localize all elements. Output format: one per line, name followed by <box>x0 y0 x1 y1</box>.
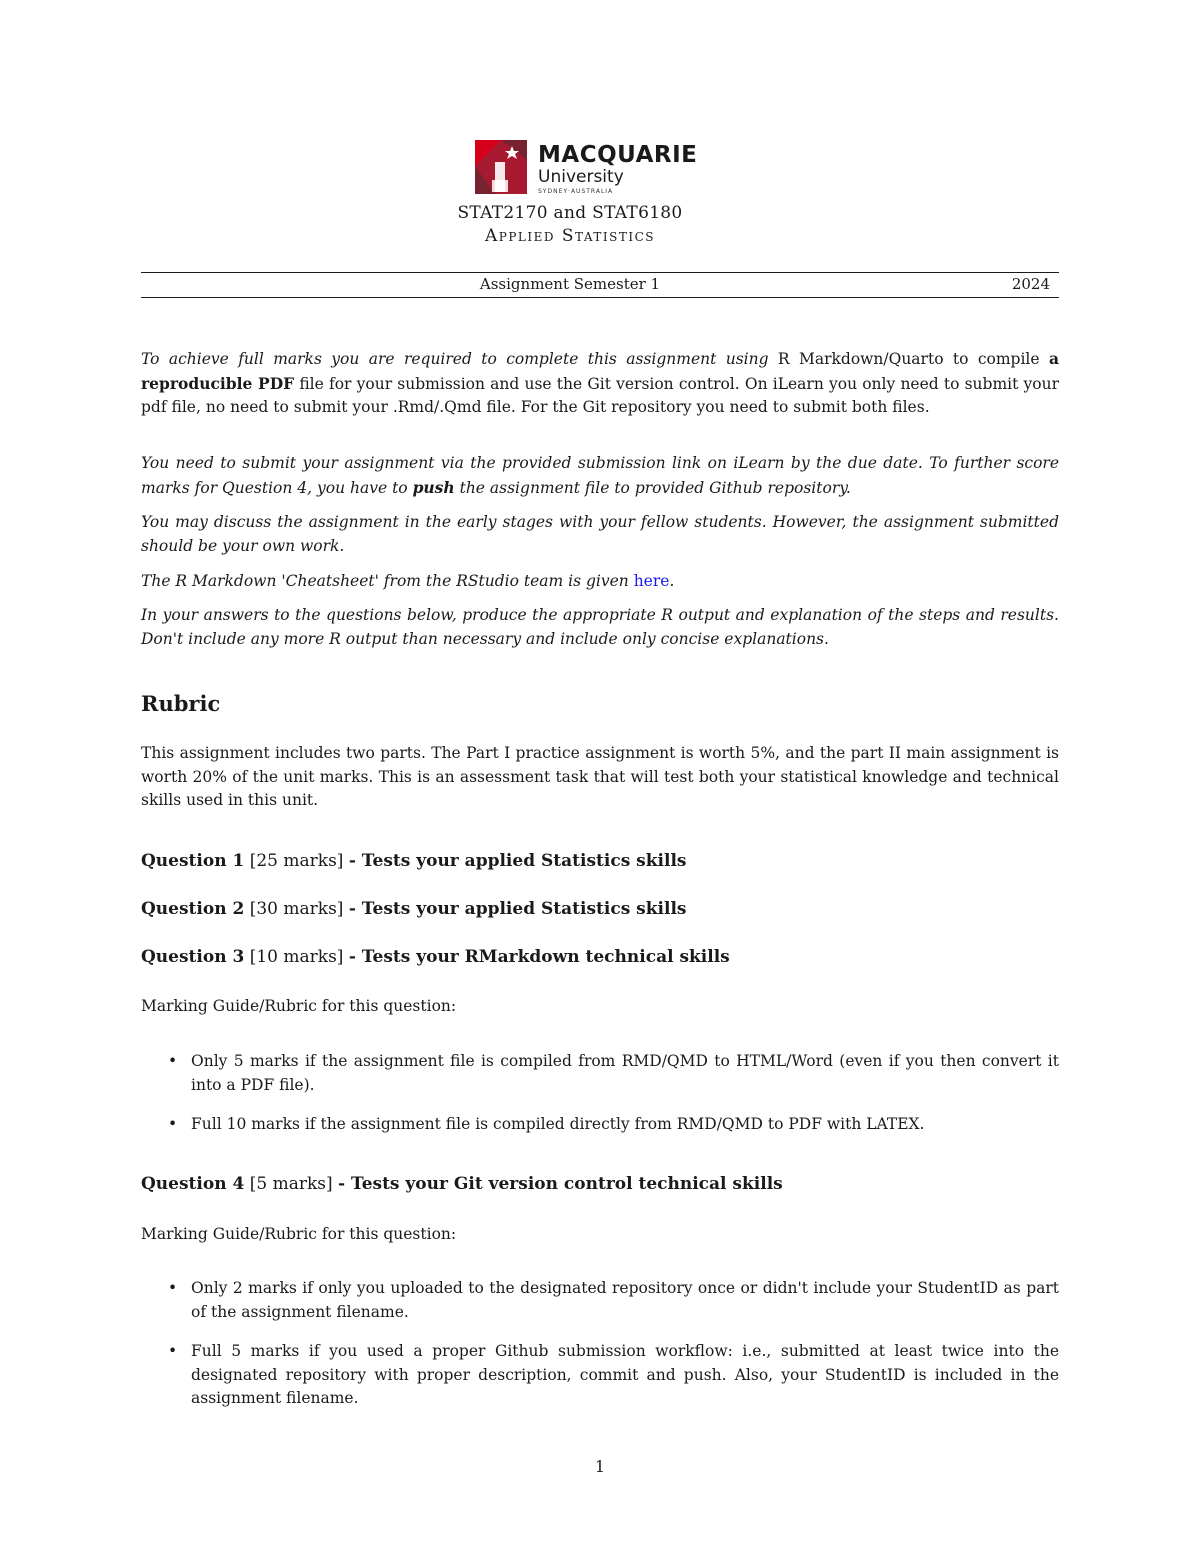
assignment-title: Assignment Semester 1 <box>479 275 661 293</box>
intro-p1-bold: a reproducible PDF <box>141 349 1059 393</box>
intro-p2-text: You need to submit your assignment via the provided submission link on iLearn by the due date. To further score marks for Question 4, you have to <box>141 454 1059 497</box>
intro-p2-bold: push <box>412 477 455 497</box>
question-2-marks: [30 marks] <box>244 899 349 919</box>
question-1-desc: - Tests your applied Statistics skills <box>348 851 687 871</box>
question-1-label: Question 1 <box>141 851 245 871</box>
question-3-guide: Marking Guide/Rubric for this question: <box>141 997 457 1015</box>
question-2-heading <box>141 899 686 919</box>
bullet-icon: • <box>168 1279 178 1297</box>
intro-p2-rest: the assignment file to provided Github repository. <box>454 478 851 497</box>
intro-paragraph-2 <box>141 452 1059 500</box>
intro-p1-text: R Markdown/Quarto to compile <box>768 350 1049 368</box>
bullet-text: Full 10 marks if the assignment file is compiled directly from RMD/QMD to PDF with LATEX. <box>191 1115 925 1133</box>
intro-paragraph-4 <box>141 570 1059 594</box>
question-3-marks: [10 marks] <box>244 947 349 967</box>
logo-wordmark <box>538 142 697 195</box>
macquarie-crest-icon <box>475 140 527 194</box>
intro-p1-italic: To achieve full marks you are required to complete this assignment using <box>141 350 769 368</box>
question-3-bullet-1 <box>168 1050 1059 1097</box>
question-3-heading <box>141 947 730 967</box>
university-logo <box>475 140 698 196</box>
cheatsheet-link[interactable]: here <box>633 572 670 590</box>
intro-p4-end: . <box>669 572 675 590</box>
intro-paragraph-3: You may discuss the assignment in the early stages with your fellow students. However, the assignment submitted should be your own work. <box>141 513 1059 555</box>
question-1-marks: [25 marks] <box>244 851 349 871</box>
rubric-body: This assignment includes two parts. The Part I practice assignment is worth 5%, and the part II main assignment is worth 20% of the unit marks. This is an assessment task that will test both your statistical knowledge and technical skills used in this unit. <box>141 744 1059 809</box>
bullet-text: Full 5 marks if you used a proper Github submission workflow: i.e., submitted at least twice into the designated repository with proper description, commit and push. Also, your StudentID is included in the assignment filename. <box>191 1342 1059 1407</box>
question-4-guide: Marking Guide/Rubric for this question: <box>141 1225 457 1243</box>
bullet-icon: • <box>168 1115 178 1133</box>
rubric-heading: Rubric <box>141 691 221 716</box>
logo-name: MACQUARIE <box>538 142 698 168</box>
bullet-icon: • <box>168 1052 178 1070</box>
question-3-bullet-2 <box>168 1113 1059 1137</box>
assignment-year: 2024 <box>1011 275 1050 293</box>
question-3-desc: - Tests your RMarkdown technical skills <box>348 947 730 967</box>
header-rule-bottom <box>141 297 1059 298</box>
question-4-label: Question 4 <box>141 1174 245 1194</box>
question-4-bullet-1 <box>168 1277 1059 1324</box>
intro-p4-text: The R Markdown 'Cheatsheet' from the RStudio team is given <box>141 572 634 590</box>
course-code: STAT2170 and STAT6180 <box>457 203 683 223</box>
question-4-desc: - Tests your Git version control technical skills <box>338 1174 783 1194</box>
question-2-label: Question 2 <box>141 899 245 919</box>
header-rule-top <box>141 272 1059 273</box>
course-title: Applied Statistics <box>484 226 656 246</box>
question-2-desc: - Tests your applied Statistics skills <box>348 899 687 919</box>
logo-location: SYDNEY·AUSTRALIA <box>538 188 614 195</box>
intro-paragraph-5: In your answers to the questions below, produce the appropriate R output and explanation of the steps and results. Don't include any more R output than necessary and include only concise explanations. <box>141 606 1059 648</box>
intro-paragraph-1 <box>141 347 1059 420</box>
question-3-label: Question 3 <box>141 947 245 967</box>
bullet-text: Only 2 marks if only you uploaded to the designated repository once or didn't include your StudentID as part of the assignment filename. <box>191 1279 1059 1321</box>
bullet-text: Only 5 marks if the assignment file is compiled from RMD/QMD to HTML/Word (even if you then convert it into a PDF file). <box>191 1052 1059 1094</box>
intro-p1-rest: file for your submission and use the Git version control. On iLearn you only need to submit your pdf file, no need to submit your .Rmd/.Qmd file. For the Git repository you need to submit both files. <box>141 374 1060 416</box>
question-4-heading <box>141 1174 783 1194</box>
question-4-bullet-2 <box>168 1340 1059 1411</box>
question-4-marks: [5 marks] <box>244 1174 339 1194</box>
bullet-icon: • <box>168 1342 178 1360</box>
question-1-heading <box>141 851 686 871</box>
page-number: 1 <box>594 1457 606 1476</box>
logo-subtitle: University <box>538 167 624 187</box>
